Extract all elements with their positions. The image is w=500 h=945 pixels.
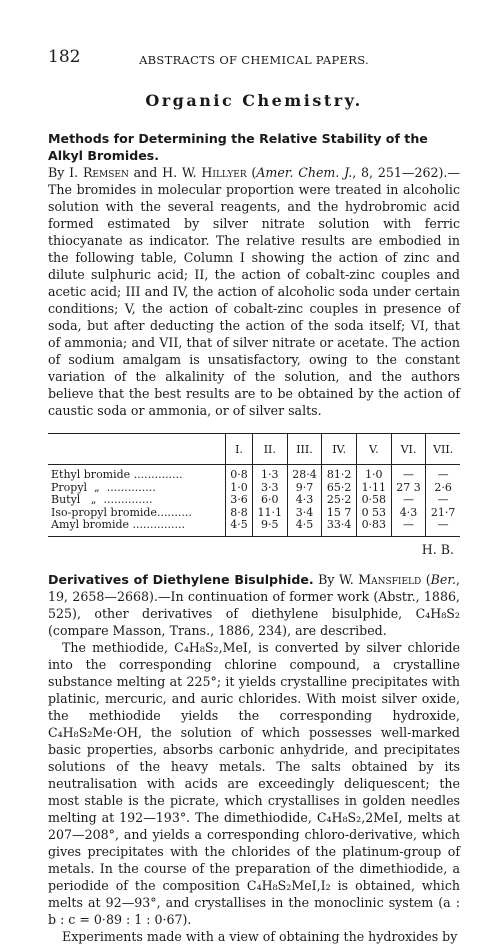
table-cell: —: [426, 465, 460, 482]
row-label: Amyl bromide ...............: [51, 518, 185, 532]
column-header: V.: [356, 434, 391, 465]
table-cell: 65·2: [322, 482, 357, 495]
table-cell: 28·4: [287, 465, 322, 482]
table-cell: 25·2: [322, 494, 357, 507]
table-cell: 2·6: [426, 482, 460, 495]
row-label: Butyl „ ..............: [51, 493, 153, 506]
citation: , 8, 251—262).: [352, 165, 448, 180]
table-cell: 1·11: [356, 482, 391, 495]
article-body: By I. Remsen and H. W. Hillyer (Amer. Chem. J., 8, 251—262).—The bromides in molecular proportion were treated in alcoholic solution with the several reagents, and the hydrobromic acid formed estimated by silver nitrate solution with ferric thiocyanate as indicator. The relative results are embodied in the following table, Column I showing the action of zinc and dilute sulphuric acid; II, the action of cobalt-zinc couples and acetic acid; III and IV, the action of alcoholic soda under certain conditions; V, the action of cobalt-zinc couples in presence of soda, but after deducting the action of the soda itself; VI, that of ammonia; and VII, that of silver nitrate or acetate. The action of sodium amalgam is unsatisfactory, owing to the constant variation of the alkalinity of the solution, and the authors believe that the best results are to be obtained by the action of caustic soda or ammonia, or of silver salts.: [48, 165, 460, 418]
table-cell: 33·4: [322, 519, 357, 536]
author-name: Remsen: [82, 165, 129, 180]
author-name: Mansfield: [358, 572, 422, 587]
table-cell: 0 53: [356, 507, 391, 520]
row-label: Ethyl bromide ..............: [51, 468, 183, 481]
table-cell: 4·5: [226, 519, 253, 536]
table-cell: 1·0: [356, 465, 391, 482]
table-cell: 9·5: [252, 519, 287, 536]
journal-name: Ber.: [430, 572, 456, 587]
table-cell: 0·58: [356, 494, 391, 507]
table-cell: 1·3: [252, 465, 287, 482]
column-header: III.: [287, 434, 322, 465]
table-cell: —: [391, 465, 426, 482]
table-cell: 11·1: [252, 507, 287, 520]
article-methods: [48, 130, 460, 557]
table-header-row: [48, 434, 460, 465]
author-name: Hillyer: [201, 165, 247, 180]
article-body: Derivatives of Diethylene Bisulphide. By W. Mansfield (Ber., 19, 2658—2668).—In continuation of former work (Abstr., 1886, 525), other derivatives of diethylene bisulphide, C₄H₈S₂ (compare Masson, Trans., 1886, 234), are described.: [48, 572, 460, 638]
table-cell: 1·0: [226, 482, 253, 495]
table-cell: 4·5: [287, 519, 322, 536]
citation: , 19, 2658—2668).: [48, 572, 460, 604]
table-cell: 81·2: [322, 465, 357, 482]
table-cell: 15 7: [322, 507, 357, 520]
table-cell: 8·8: [226, 507, 253, 520]
table-cell: 4·3: [287, 494, 322, 507]
table-cell: 3·3: [252, 482, 287, 495]
article-diethylene: [48, 571, 460, 945]
table-cell: 6·0: [252, 494, 287, 507]
paragraph: Experiments made with a view of obtaining the hydroxides by: [62, 929, 458, 944]
article-title-text: Methods for Determining the Relative Stability of the Alkyl Bromides.: [48, 131, 428, 163]
table-cell: 4·3: [391, 507, 426, 520]
abstractor-initials: H. B.: [421, 542, 454, 557]
table-stub-header: [48, 434, 226, 465]
column-header: II.: [252, 434, 287, 465]
section-title: Organic Chemistry.: [145, 91, 363, 110]
table-cell: —: [391, 519, 426, 536]
row-label: Iso-propyl bromide..........: [51, 505, 192, 519]
table-row: [48, 494, 460, 507]
column-header: IV.: [322, 434, 357, 465]
table-row: [48, 519, 460, 536]
column-header: I.: [226, 434, 253, 465]
journal-name: Amer. Chem. J.: [256, 165, 353, 180]
table-cell: 0·83: [356, 519, 391, 536]
table-cell: —: [426, 494, 460, 507]
abstract-text: —In continuation of former work (Abstr., 1886, 525), other derivatives of diethylene bisulphide, C₄H₈S₂ (compare Masson, Trans., 1886, 234), are described.: [48, 589, 460, 638]
running-head: [48, 0, 460, 67]
table-cell: 27 3: [391, 482, 426, 495]
table-cell: —: [426, 519, 460, 536]
table-row: [48, 465, 460, 482]
row-label: Propyl „ ..............: [51, 480, 156, 494]
column-header: VI.: [391, 434, 426, 465]
running-title: ABSTRACTS OF CHEMICAL PAPERS.: [139, 53, 369, 67]
byline: By W.: [318, 572, 354, 587]
abstract-text: —The bromides in molecular proportion were treated in alcoholic solution with the several reagents, and the hydrobromic acid formed estimated by silver nitrate solution with ferric thiocyanate as indicator. The relative results are embodied in the following table, Column I showing the action of zinc and dilute sulphuric acid; II, the action of cobalt-zinc couples and acetic acid; III and IV, the action of alcoholic soda under certain conditions; V, the action of cobalt-zinc couples in presence of soda, but after deducting the action of the soda itself; VI, that of ammonia; and VII, that of silver nitrate or acetate. The action of sodium amalgam is unsatisfactory, owing to the constant variation of the alkalinity of the solution, and the authors believe that the best results are to be obtained by the action of caustic soda or ammonia, or of silver salts.: [48, 165, 460, 418]
table-cell: 0·8: [226, 465, 253, 482]
table-cell: —: [391, 494, 426, 507]
table-row: [48, 507, 460, 520]
byline: By I.: [48, 165, 79, 180]
paragraph: The methiodide, C₄H₈S₂,MeI, is converted by silver chloride into the corresponding chlorine compound, a crystalline substance melting at 225°; it yields crystalline precipitates with platinic, mercuric, and auric chlorides. With moist silver oxide, the methiodide yields the corresponding hydroxide, C₄H₈S₂Me·OH, the solution of which possesses well-marked basic properties, absorbs carbonic anhydride, and precipitates solutions of the heavy metals. The salts obtained by its neutralisation with acids are exceedingly deliquescent; the most stable is the picrate, which crystallises in golden needles melting at 192—193°. The dimethiodide, C₄H₈S₂,2MeI, melts at 207—208°, and yields a corresponding chloro-derivative, which gives precipitates with the chlorides of the platinum-group of metals. In the course of the preparation of the dimethiodide, a periodide of the composition C₄H₈S₂MeI,I₂ is obtained, which melts at 92—93°, and crystallises in the monoclinic system (a : b : c = 0·89 : 1 : 0·67).: [48, 640, 460, 927]
column-header: VII.: [426, 434, 460, 465]
table-cell: 3·6: [226, 494, 253, 507]
table-cell: 21·7: [426, 507, 460, 520]
byline-and: and H. W.: [133, 165, 197, 180]
results-table: [48, 433, 460, 537]
article-title-text: Derivatives of Diethylene Bisulphide.: [48, 572, 314, 587]
table-cell: 3·4: [287, 507, 322, 520]
article-title: [48, 130, 460, 164]
table-cell: 9·7: [287, 482, 322, 495]
page-number: 182: [48, 47, 81, 67]
